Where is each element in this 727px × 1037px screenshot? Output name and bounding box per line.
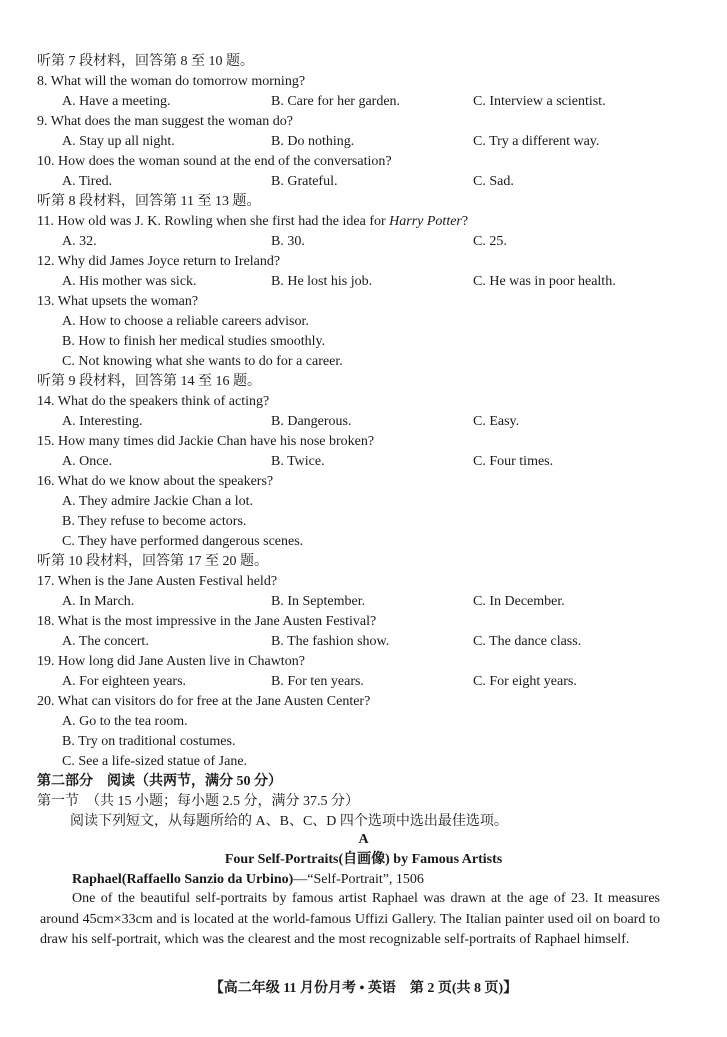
- part2-heading: 第二部分 阅读（共两节，满分 50 分）: [37, 774, 282, 789]
- option-20a: A. Go to the tea room.: [62, 714, 188, 729]
- option-8c: C. Interview a scientist.: [473, 94, 606, 109]
- question-11-post: ?: [461, 214, 469, 229]
- option-16c: C. They have performed dangerous scenes.: [62, 534, 304, 549]
- question-13: 13. What upsets the woman?: [37, 294, 199, 309]
- option-13c: C. Not knowing what she wants to do for a career.: [62, 354, 343, 369]
- option-13b: B. How to finish her medical studies smoothly.: [62, 334, 326, 349]
- question-11-pre: 11. How old was J. K. Rowling when she first had the idea for: [37, 214, 390, 229]
- question-10: 10. How does the woman sound at the end of the conversation?: [37, 154, 392, 169]
- option-19b: B. For ten years.: [271, 674, 364, 689]
- option-9a: A. Stay up all night.: [62, 134, 175, 149]
- option-15a: A. Once.: [62, 454, 113, 469]
- option-11a: A. 32.: [62, 234, 97, 249]
- option-15c: C. Four times.: [473, 454, 554, 469]
- option-15b: B. Twice.: [271, 454, 325, 469]
- option-16a: A. They admire Jackie Chan a lot.: [62, 494, 254, 509]
- option-13a: A. How to choose a reliable careers advisor.: [62, 314, 309, 329]
- option-17c: C. In December.: [473, 594, 565, 609]
- section-heading-8: 听第 8 段材料，回答第 11 至 13 题。: [37, 194, 261, 209]
- question-15: 15. How many times did Jackie Chan have his nose broken?: [37, 434, 375, 449]
- option-11b: B. 30.: [271, 234, 305, 249]
- option-16b: B. They refuse to become actors.: [62, 514, 247, 529]
- section1-heading: 第一节 （共 15 小题；每小题 2.5 分，满分 37.5 分）: [37, 794, 359, 809]
- option-12c: C. He was in poor health.: [473, 274, 616, 289]
- option-12a: A. His mother was sick.: [62, 274, 197, 289]
- question-17: 17. When is the Jane Austen Festival held?: [37, 574, 278, 589]
- option-19a: A. For eighteen years.: [62, 674, 187, 689]
- question-12: 12. Why did James Joyce return to Ireland?: [37, 254, 281, 269]
- option-10c: C. Sad.: [473, 174, 514, 189]
- passage-paragraph: [40, 889, 660, 951]
- option-18b: B. The fashion show.: [271, 634, 390, 649]
- option-11c: C. 25.: [473, 234, 507, 249]
- question-11-title: Harry Potter: [389, 214, 462, 229]
- question-11: [37, 212, 468, 232]
- paragraph-text: One of the beautiful self-portraits by famous artist Raphael was drawn at the age of 23. It measures around 45cm×33cm and is located at the world-famous Uffizi Gallery. The Italian painter used oil on board to draw his self-portrait, which was the clearest and the most recognizable self-portraits of Raphael himself.: [40, 891, 660, 947]
- option-17b: B. In September.: [271, 594, 366, 609]
- option-20b: B. Try on traditional costumes.: [62, 734, 236, 749]
- question-16: 16. What do we know about the speakers?: [37, 474, 274, 489]
- section-heading-9: 听第 9 段材料，回答第 14 至 16 题。: [37, 374, 261, 389]
- subheading-work: —“Self-Portrait”, 1506: [293, 872, 424, 887]
- option-10b: B. Grateful.: [271, 174, 338, 189]
- option-10a: A. Tired.: [62, 174, 113, 189]
- question-19: 19. How long did Jane Austen live in Chawton?: [37, 654, 305, 669]
- question-14: 14. What do the speakers think of acting?: [37, 394, 270, 409]
- option-14c: C. Easy.: [473, 414, 520, 429]
- section-heading-10: 听第 10 段材料，回答第 17 至 20 题。: [37, 554, 268, 569]
- option-19c: C. For eight years.: [473, 674, 577, 689]
- option-8a: A. Have a meeting.: [62, 94, 171, 109]
- reading-instruction: 阅读下列短文，从每题所给的 A、B、C、D 四个选项中选出最佳选项。: [70, 814, 508, 829]
- option-18a: A. The concert.: [62, 634, 149, 649]
- option-8b: B. Care for her garden.: [271, 94, 401, 109]
- question-18: 18. What is the most impressive in the Jane Austen Festival?: [37, 614, 377, 629]
- passage-title: Four Self-Portraits(自画像) by Famous Artists: [224, 852, 503, 867]
- question-8: 8. What will the woman do tomorrow morning?: [37, 74, 306, 89]
- question-20: 20. What can visitors do for free at the Jane Austen Center?: [37, 694, 371, 709]
- question-9: 9. What does the man suggest the woman do?: [37, 114, 293, 129]
- option-9c: C. Try a different way.: [473, 134, 600, 149]
- passage-letter: A: [358, 832, 369, 847]
- option-12b: B. He lost his job.: [271, 274, 373, 289]
- option-20c: C. See a life-sized statue of Jane.: [62, 754, 248, 769]
- option-17a: A. In March.: [62, 594, 135, 609]
- subheading-artist: Raphael(Raffaello Sanzio da Urbino): [72, 872, 294, 887]
- option-9b: B. Do nothing.: [271, 134, 355, 149]
- subheading: [72, 870, 424, 890]
- option-18c: C. The dance class.: [473, 634, 582, 649]
- option-14b: B. Dangerous.: [271, 414, 352, 429]
- section-heading-7: 听第 7 段材料，回答第 8 至 10 题。: [37, 54, 254, 69]
- page-footer: 【高二年级 11 月份月考 • 英语 第 2 页(共 8 页)】: [209, 981, 518, 996]
- option-14a: A. Interesting.: [62, 414, 143, 429]
